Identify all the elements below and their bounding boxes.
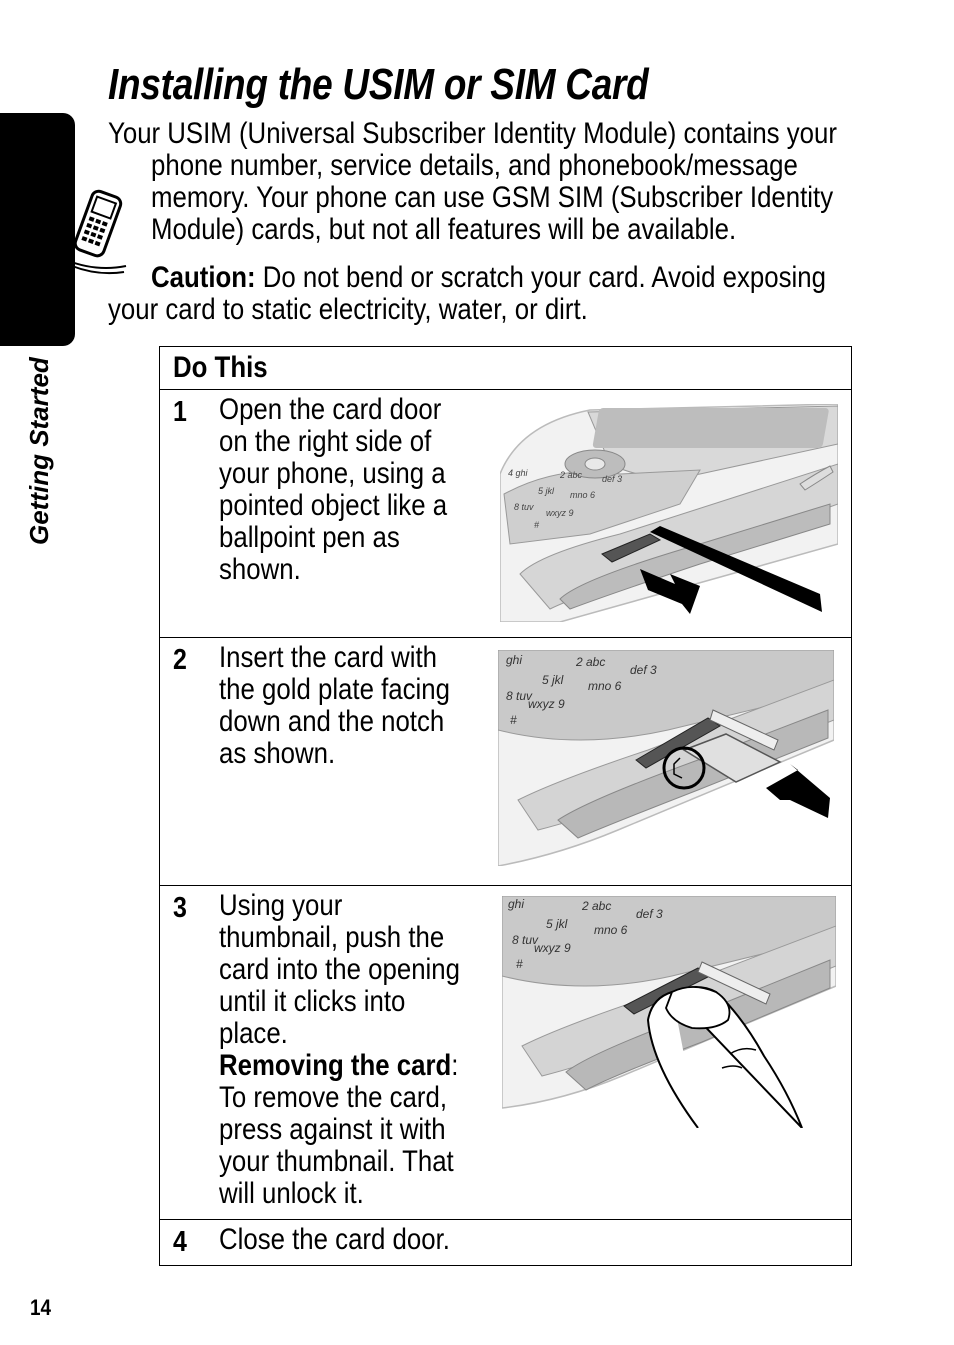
intro-line: Module) cards, but not all features will be available. bbox=[151, 213, 737, 246]
step-line: card into the opening bbox=[219, 953, 460, 986]
keypad-key: mno 6 bbox=[570, 490, 596, 500]
step-number: 4 bbox=[173, 1226, 187, 1258]
keypad-key: # bbox=[510, 713, 517, 727]
open-card-door-illustration bbox=[500, 404, 838, 622]
keypad-key: 8 tuv bbox=[506, 689, 533, 703]
keypad-key: # bbox=[516, 957, 523, 971]
step-text bbox=[219, 394, 447, 586]
step-line: press against it with bbox=[219, 1113, 446, 1146]
step-text bbox=[219, 642, 450, 770]
keypad-key: 2 abc bbox=[582, 899, 612, 913]
step-number: 1 bbox=[173, 396, 187, 428]
intro-line: phone number, service details, and phonebook/message bbox=[151, 149, 798, 182]
page-title: Installing the USIM or SIM Card bbox=[108, 60, 649, 109]
keypad-key: 8 tuv bbox=[514, 502, 534, 512]
step-line: will unlock it. bbox=[219, 1177, 364, 1210]
step-line: pointed object like a bbox=[219, 489, 448, 522]
step-line: To remove the card, bbox=[219, 1081, 448, 1114]
step-text bbox=[219, 890, 460, 1210]
keypad-key: wxyz 9 bbox=[528, 697, 565, 711]
table-row bbox=[160, 1219, 851, 1267]
table-row bbox=[160, 637, 851, 885]
step-line: as shown. bbox=[219, 737, 336, 770]
keypad-key: def 3 bbox=[602, 474, 623, 484]
keypad-key: wxyz 9 bbox=[546, 508, 574, 518]
keypad-key: def 3 bbox=[630, 663, 657, 677]
phone-tip-icon bbox=[36, 186, 132, 276]
keypad-key: 5 jkl bbox=[546, 917, 568, 931]
keypad-key: # bbox=[534, 520, 540, 530]
removing-colon: : bbox=[451, 1049, 459, 1082]
steps-table bbox=[159, 346, 852, 1266]
intro-paragraph bbox=[151, 150, 833, 246]
push-card-illustration bbox=[502, 896, 836, 1128]
keypad-key: wxyz 9 bbox=[534, 941, 571, 955]
step-line: Using your bbox=[219, 889, 343, 922]
keypad-key: 8 tuv bbox=[512, 933, 539, 947]
keypad-key: 4 ghi bbox=[508, 468, 528, 478]
caution-text: Do not bend or scratch your card. Avoid exposing bbox=[255, 261, 826, 294]
keypad-key: mno 6 bbox=[594, 923, 628, 937]
keypad-key: def 3 bbox=[636, 907, 663, 921]
step-line: down and the notch bbox=[219, 705, 445, 738]
intro-first-line: Your USIM (Universal Subscriber Identity Module) contains your bbox=[108, 117, 837, 150]
removing-line bbox=[219, 1050, 460, 1082]
keypad-key: ghi bbox=[508, 897, 525, 911]
keypad-key: mno 6 bbox=[588, 679, 622, 693]
step-number: 3 bbox=[173, 892, 187, 924]
step-line: Insert the card with bbox=[219, 641, 437, 674]
step-text bbox=[219, 1224, 450, 1256]
keypad-key: 5 jkl bbox=[538, 486, 555, 496]
keypad-key: ghi bbox=[506, 653, 523, 667]
step-line: Close the card door. bbox=[219, 1223, 450, 1256]
table-header: Do This bbox=[173, 351, 268, 384]
page-number: 14 bbox=[30, 1295, 52, 1320]
step-line: your phone, using a bbox=[219, 457, 446, 490]
insert-card-illustration bbox=[498, 650, 834, 866]
keypad-key: 2 abc bbox=[560, 470, 583, 480]
section-label: Getting Started bbox=[24, 357, 54, 545]
keypad-key: 5 jkl bbox=[542, 673, 564, 687]
caution-line bbox=[151, 262, 826, 294]
table-header-row bbox=[160, 347, 851, 389]
step-line: place. bbox=[219, 1017, 288, 1050]
table-row bbox=[160, 389, 851, 637]
step-line: thumbnail, push the bbox=[219, 921, 445, 954]
step-line: on the right side of bbox=[219, 425, 432, 458]
step-line: Open the card door bbox=[219, 393, 442, 426]
step-line: until it clicks into bbox=[219, 985, 406, 1018]
step-line: your thumbnail. That bbox=[219, 1145, 454, 1178]
intro-line: memory. Your phone can use GSM SIM (Subscriber Identity bbox=[151, 181, 834, 214]
step-line: shown. bbox=[219, 553, 301, 586]
step-line: ballpoint pen as bbox=[219, 521, 400, 554]
table-row bbox=[160, 885, 851, 1219]
keypad-key: 2 abc bbox=[576, 655, 606, 669]
step-line: the gold plate facing bbox=[219, 673, 450, 706]
step-number: 2 bbox=[173, 644, 187, 676]
removing-card-label: Removing the card bbox=[219, 1049, 452, 1082]
caution-label: Caution: bbox=[151, 261, 256, 294]
caution-line: your card to static electricity, water, or dirt. bbox=[108, 293, 588, 326]
